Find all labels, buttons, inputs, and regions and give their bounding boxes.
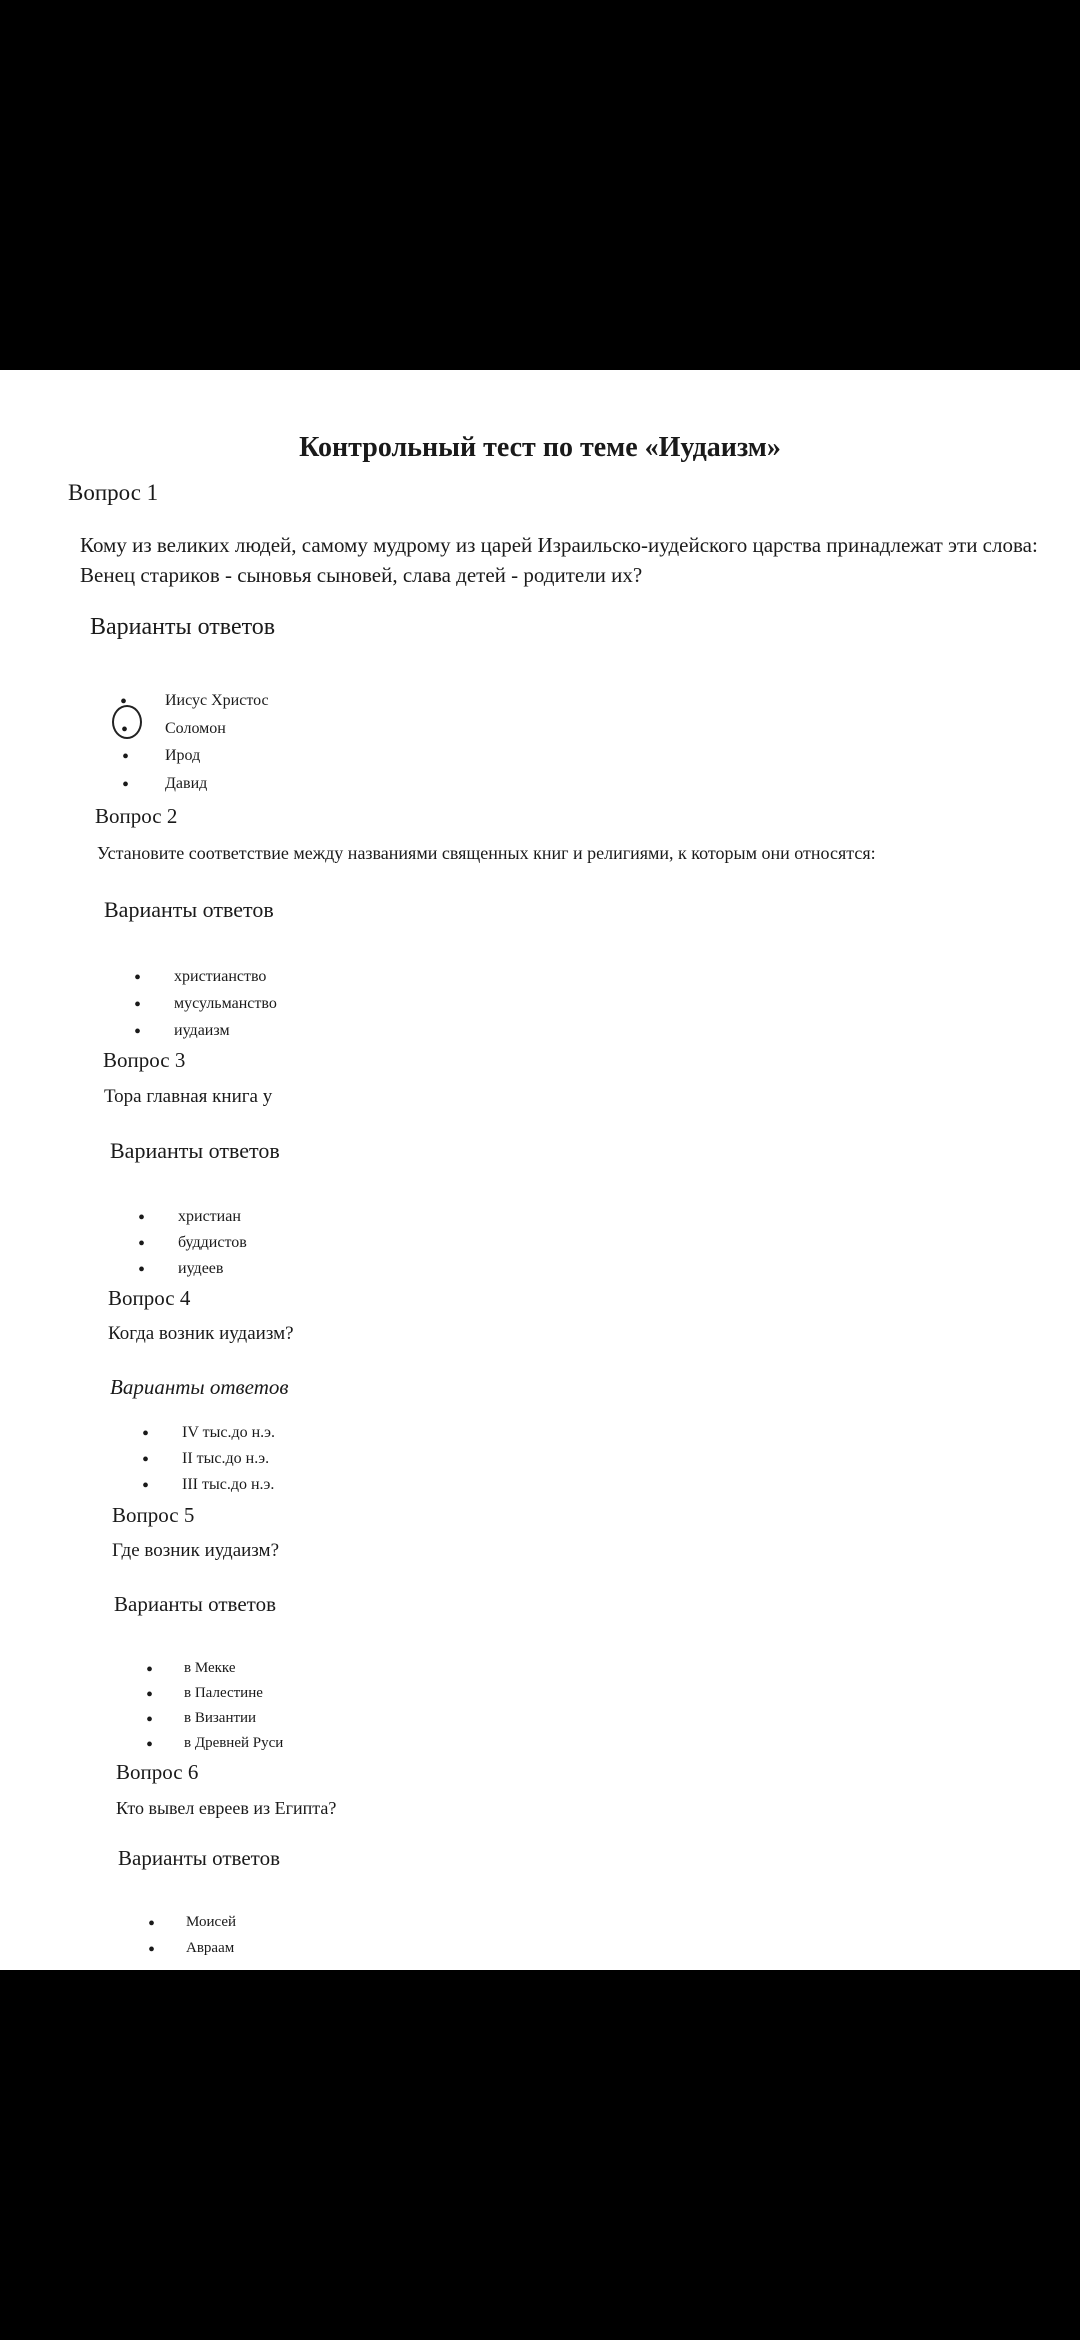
q6-option-1: Моисей — [186, 1914, 237, 1930]
scanned-document — [0, 370, 1080, 1970]
question-2-text: Установите соответствие между названиями священных книг и религиями, к которым они относятся: — [97, 843, 876, 863]
bullet-icon: • — [122, 746, 130, 768]
question-4-label: Вопрос 4 — [108, 1286, 191, 1310]
bullet-icon: • — [142, 1475, 150, 1497]
q1-option-1: Иисус Христос — [165, 692, 269, 709]
question-5-variants-label: Варианты ответов — [114, 1592, 276, 1616]
q1-option-3: Ирод — [165, 747, 201, 764]
question-1-variants-label: Варианты ответов — [90, 614, 276, 640]
bullet-icon: • — [138, 1233, 146, 1255]
bullet-icon: • — [148, 1939, 156, 1961]
bullet-icon: • — [146, 1659, 154, 1681]
question-3-variants-label: Варианты ответов — [110, 1138, 280, 1163]
q1-option-4: Давид — [165, 775, 208, 792]
q5-option-3: в Византии — [184, 1710, 257, 1726]
q4-option-2: II тыс.до н.э. — [182, 1450, 270, 1467]
question-6-label: Вопрос 6 — [116, 1760, 199, 1784]
q4-option-1: IV тыс.до н.э. — [182, 1424, 276, 1441]
bullet-icon: • — [146, 1734, 154, 1756]
question-4-variants-label: Варианты ответов — [110, 1375, 289, 1399]
q5-option-1: в Мекке — [184, 1660, 236, 1676]
bullet-icon: • — [142, 1449, 150, 1471]
bullet-icon: • — [134, 967, 142, 989]
bullet-icon: • — [148, 1913, 156, 1935]
bullet-icon: • — [142, 1423, 150, 1445]
question-2-variants-label: Варианты ответов — [104, 897, 274, 922]
q4-option-3: III тыс.до н.э. — [182, 1476, 275, 1493]
question-1-text: Кому из великих людей, самому мудрому из царей Израильско-иудейского царства принадлежат эти слова: Венец стариков - сыновья сыновей, слава детей - родители их? — [80, 533, 1038, 587]
bullet-icon: • — [121, 719, 129, 741]
bullet-icon: • — [122, 774, 130, 796]
bullet-icon: • — [138, 1259, 146, 1281]
q3-option-2: буддистов — [178, 1234, 247, 1251]
bullet-icon: • — [146, 1684, 154, 1706]
question-5-label: Вопрос 5 — [112, 1503, 195, 1527]
q6-option-2: Авраам — [186, 1940, 235, 1956]
q3-option-3: иудеев — [178, 1260, 224, 1277]
q2-option-2: мусульманство — [174, 995, 277, 1012]
question-6-text: Кто вывел евреев из Египта? — [116, 1798, 337, 1818]
question-1-label: Вопрос 1 — [68, 480, 159, 505]
q5-option-2: в Палестине — [184, 1685, 263, 1701]
q3-option-1: христиан — [178, 1208, 241, 1225]
bullet-icon: • — [138, 1207, 146, 1229]
question-3-text: Тора главная книга у — [104, 1086, 273, 1107]
bullet-icon: • — [134, 1021, 142, 1043]
question-3-label: Вопрос 3 — [103, 1048, 186, 1072]
q5-option-4: в Древней Руси — [184, 1735, 284, 1751]
question-4-text: Когда возник иудаизм? — [108, 1323, 294, 1344]
q1-option-2: Соломон — [165, 720, 226, 737]
question-2-label: Вопрос 2 — [95, 804, 178, 828]
document-title: Контрольный тест по теме «Иудаизм» — [299, 432, 781, 463]
q2-option-1: христианство — [174, 968, 267, 985]
question-6-variants-label: Варианты ответов — [118, 1846, 280, 1870]
bullet-icon: • — [146, 1709, 154, 1731]
question-5-text: Где возник иудаизм? — [112, 1540, 280, 1561]
bullet-icon: • — [134, 994, 142, 1016]
bullet-icon: • — [120, 691, 128, 713]
q2-option-3: иудаизм — [174, 1022, 230, 1039]
